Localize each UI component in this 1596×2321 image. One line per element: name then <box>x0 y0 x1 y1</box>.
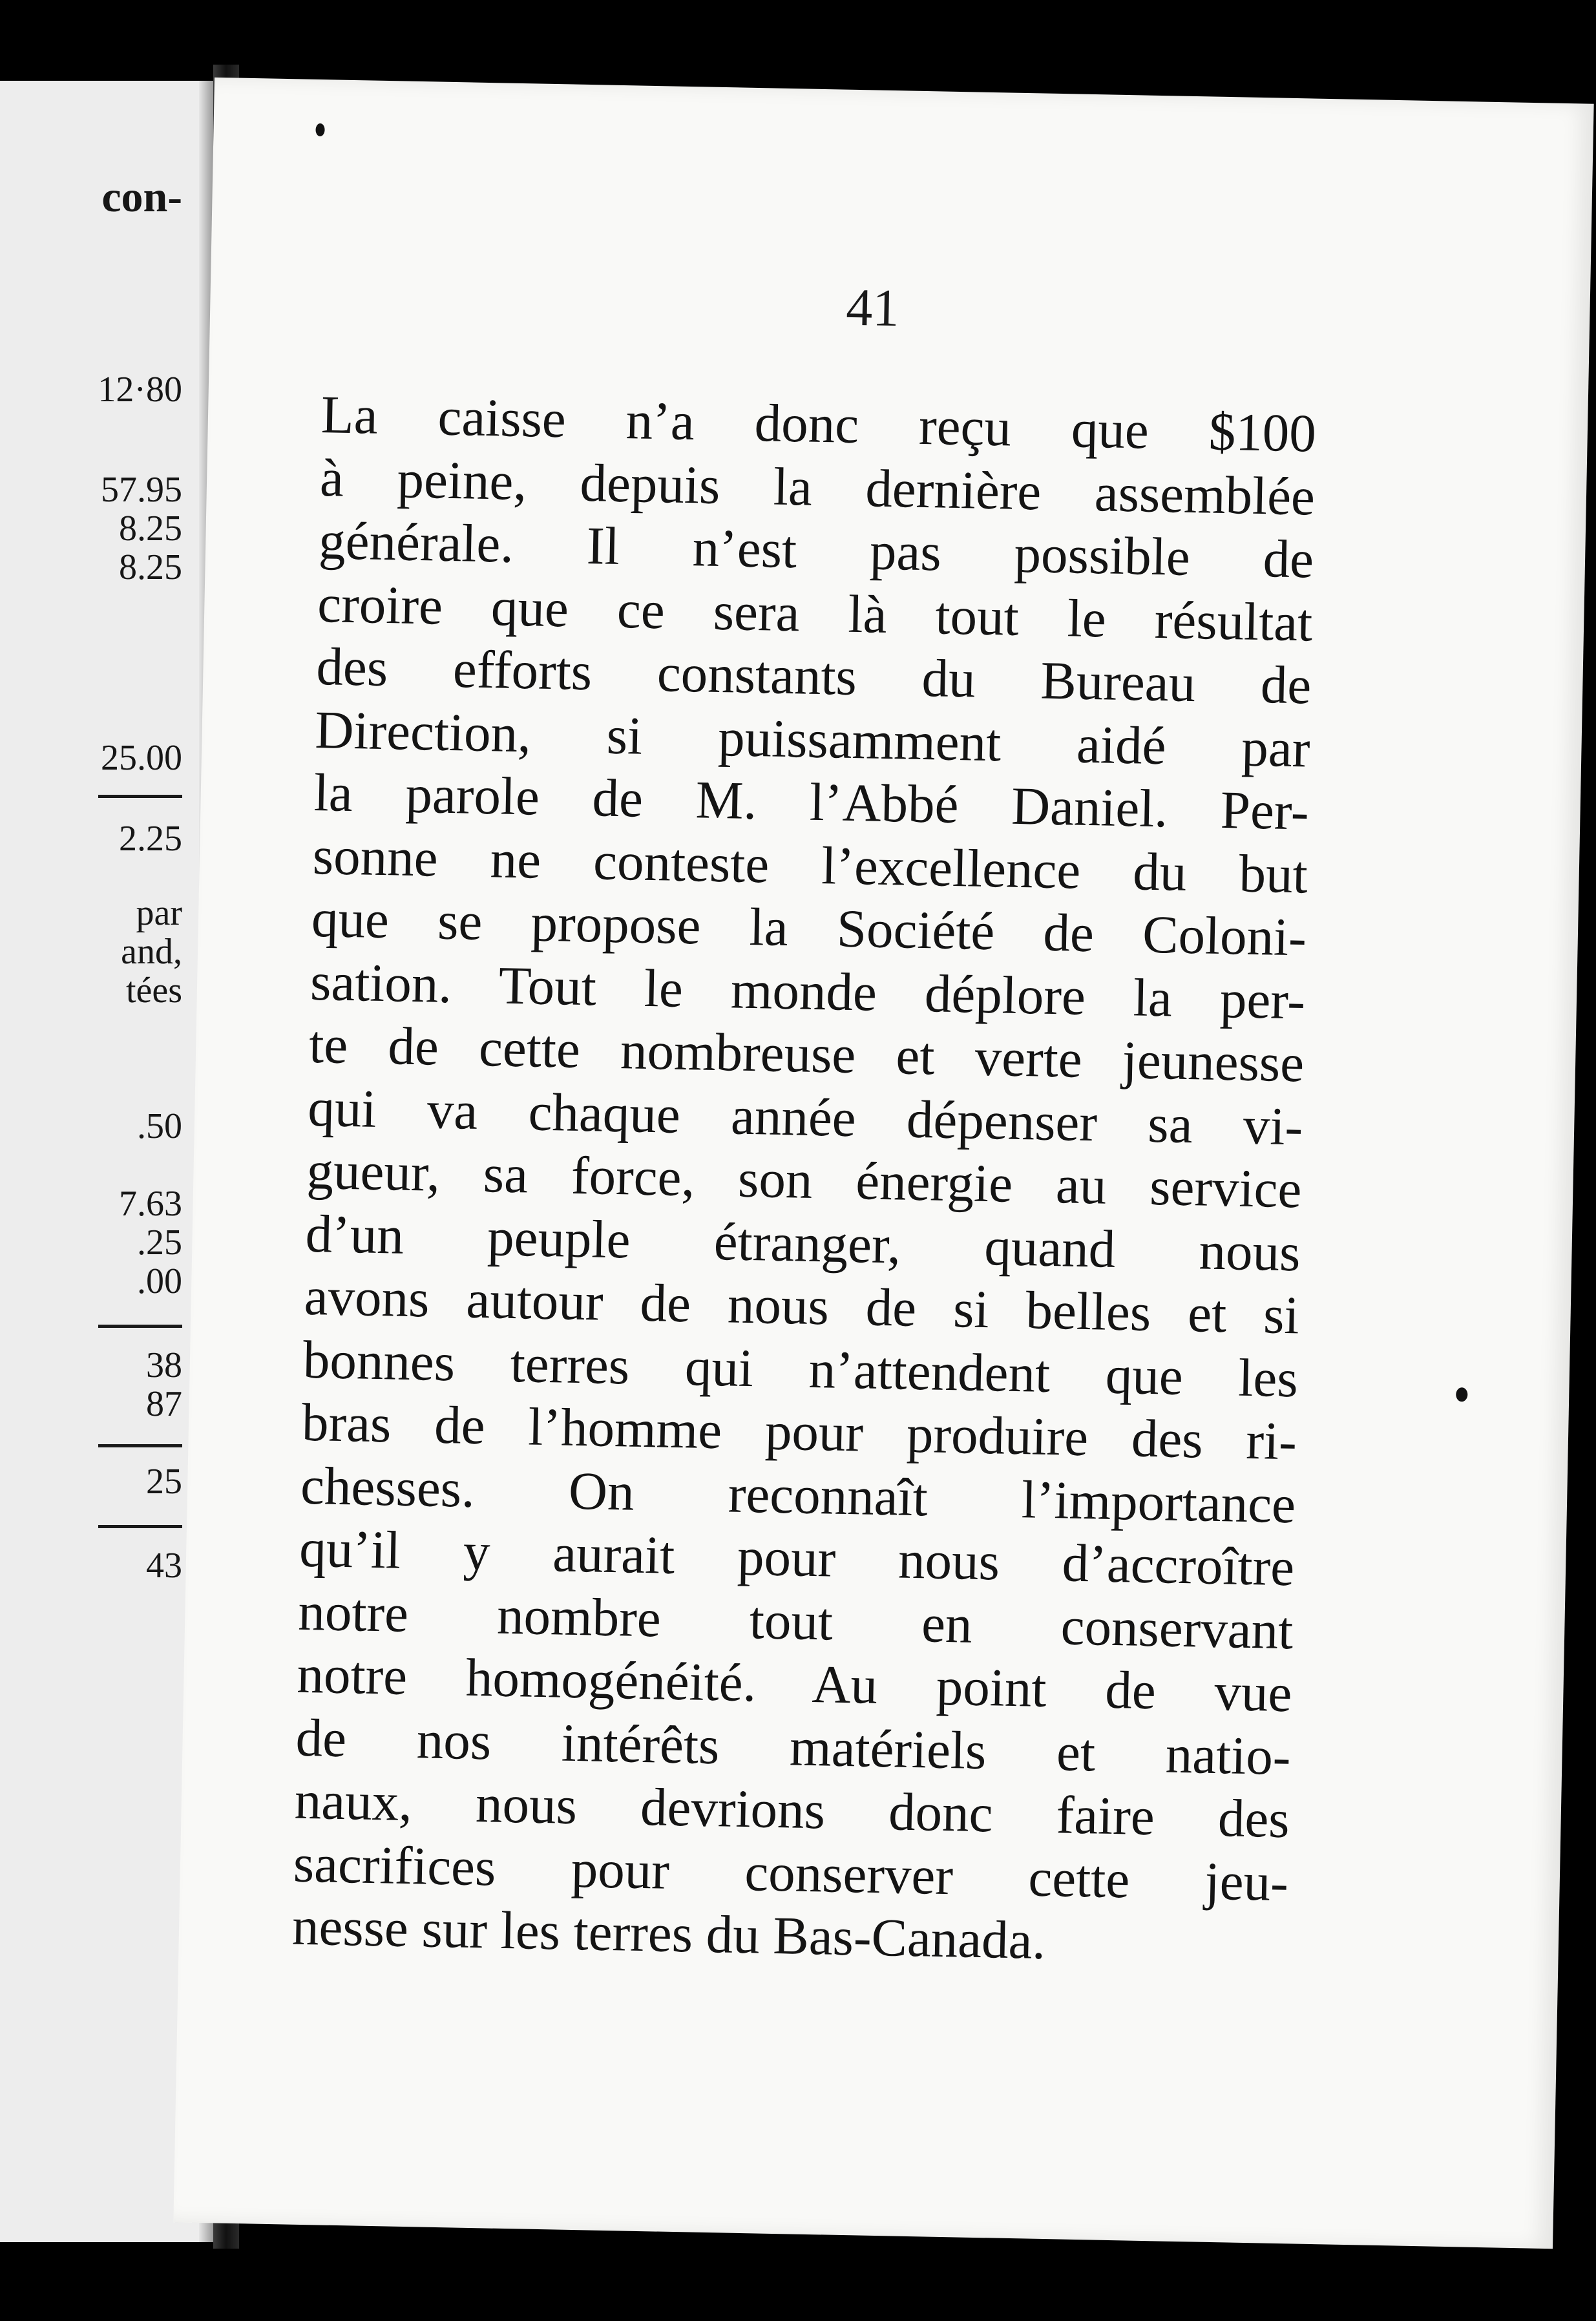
sum-rule <box>98 1444 182 1447</box>
text-line: de nos intérêts matériels et natio- <box>295 1707 1292 1786</box>
ink-speck <box>1456 1387 1467 1402</box>
text-line: que se propose la Société de Coloni- <box>311 888 1307 967</box>
margin-fragment: par <box>136 893 182 933</box>
margin-fragment: 12·80 <box>98 370 182 410</box>
text-line: La caisse n’a donc reçu que $100 <box>320 384 1317 463</box>
margin-fragment: 7.63 <box>119 1184 182 1224</box>
margin-fragment: .50 <box>137 1106 182 1146</box>
text-line: des efforts constants du Bureau de <box>315 636 1312 715</box>
text-line: nesse sur les terres du Bas-Canada. <box>291 1896 1047 1971</box>
margin-fragment: .00 <box>137 1261 182 1301</box>
text-line: chesses. On reconnaît l’importance <box>300 1455 1296 1534</box>
text-line: sation. Tout le monde déplore la per- <box>310 951 1306 1030</box>
sum-rule <box>98 1325 182 1328</box>
text-line: bonnes terres qui n’attendent que les <box>302 1329 1299 1408</box>
page-number: 41 <box>845 277 900 338</box>
body-paragraph <box>291 383 1317 1977</box>
text-line: sonne ne conteste l’excellence du but <box>312 825 1308 905</box>
text-line: croire que ce sera là tout le résultat <box>317 573 1314 653</box>
margin-fragment: .25 <box>137 1223 182 1263</box>
text-line: d’un peuple étranger, quand nous <box>304 1203 1301 1282</box>
margin-fragment: 8.25 <box>119 509 182 549</box>
text-line: qu’il y aurait pour nous d’accroître <box>299 1518 1295 1597</box>
text-line: notre nombre tout en conservant <box>297 1581 1294 1660</box>
margin-fragment: 43 <box>146 1546 182 1586</box>
text-line: gueur, sa force, son énergie au service <box>306 1140 1303 1219</box>
margin-fragment: 25.00 <box>101 738 182 778</box>
text-line: sacrifices pour conserver cette jeu- <box>293 1833 1289 1912</box>
margin-fragment: and, <box>121 932 182 972</box>
sum-rule <box>98 1525 182 1528</box>
ink-speck <box>315 123 324 136</box>
text-line: notre homogénéité. Au point de vue <box>296 1644 1293 1723</box>
text-line: naux, nous devrions donc faire des <box>294 1770 1290 1849</box>
margin-fragment: 87 <box>146 1384 182 1424</box>
text-line: à peine, depuis la dernière assemblée <box>319 447 1316 527</box>
margin-fragment: 2.25 <box>119 819 182 859</box>
text-line: bras de l’homme pour produire des ri- <box>301 1392 1297 1471</box>
sum-rule <box>98 795 182 798</box>
text-line: Direction, si puissamment aidé par <box>314 699 1311 779</box>
text-line: qui va chaque année dépenser sa vi- <box>307 1077 1304 1156</box>
book-page <box>173 78 1593 2249</box>
text-line: avons autour de nous de si belles et si <box>304 1266 1300 1345</box>
margin-fragment: 8.25 <box>119 547 182 587</box>
margin-fragment: tées <box>125 971 182 1011</box>
text-line: générale. Il n’est pas possible de <box>318 510 1314 589</box>
margin-fragment: 57.95 <box>101 470 182 510</box>
margin-fragment: 38 <box>146 1345 182 1385</box>
text-line: la parole de M. l’Abbé Daniel. Per- <box>313 762 1310 841</box>
text-line: te de cette nombreuse et verte jeunesse <box>308 1014 1305 1093</box>
margin-fragment: con- <box>101 172 182 221</box>
margin-fragment: 25 <box>146 1462 182 1502</box>
